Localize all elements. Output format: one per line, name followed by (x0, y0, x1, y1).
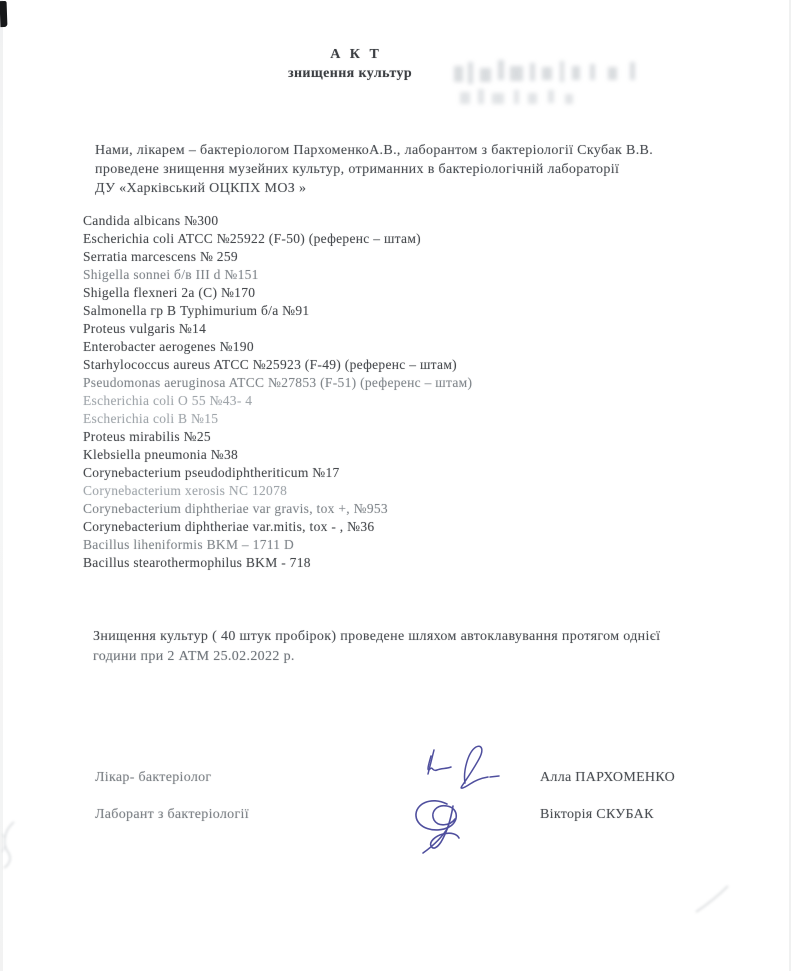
culture-item: Proteus mirabilis №25 (83, 429, 211, 444)
document-title: А К Т (330, 47, 382, 62)
culture-item: Corynebacterium xerosis NC 12078 (83, 483, 288, 498)
culture-item: Escherichia coli ATCC №25922 (F-50) (референс – штам) (83, 231, 421, 246)
culture-item: Candida albicans №300 (83, 213, 219, 228)
culture-item: Shigella sonnei б/в III d №151 (83, 267, 259, 282)
culture-item: Pseudomonas aeruginosa ATCC №27853 (F-51) (референс – штам) (83, 375, 473, 390)
intro-line-2: проведене знищення музейних культур, отриманних в бактеріологічній лабораторії (95, 162, 620, 177)
culture-list (83, 212, 472, 572)
scan-smudge-left (0, 818, 20, 870)
document-subtitle: знищення культур (287, 66, 413, 81)
culture-item: Corynebacterium pseudodiphtheriticum №17 (83, 465, 340, 480)
intro-line-1: Нами, лікарем – бактеріологом ПархоменкоА.В., лаборантом з бактеріології Скубак В.В. (95, 143, 654, 158)
culture-item: Bacillus liheniformis BKM – 1711 D (83, 537, 295, 552)
signatory-name-parkhomenko: Алла ПАРХОМЕНКО (540, 770, 676, 785)
scan-smudge-right (690, 882, 734, 916)
culture-item: Enterobacter aerogenes №190 (83, 339, 254, 354)
culture-item: Bacillus stearothermophilus BKM - 718 (83, 555, 311, 570)
scan-edge-left (0, 0, 3, 971)
intro-line-3: ДУ «Харківський ОЦКПХ МОЗ » (95, 181, 307, 196)
culture-item: Starhylococcus aureus ATCC №25923 (F-49) (референс – штам) (83, 357, 457, 372)
culture-item: Serratia marcescens № 259 (83, 249, 238, 264)
culture-item: Escherichia coli B №15 (83, 411, 219, 426)
destruction-note-line-1: Знищення культур ( 40 штук пробірок) проведене шляхом автоклавування протягом однієї (93, 629, 661, 644)
culture-item: Klebsiella pneumonia №38 (83, 447, 239, 462)
culture-item: Salmonella гр В Typhimurium б/а №91 (83, 303, 310, 318)
culture-item: Proteus vulgaris №14 (83, 321, 207, 336)
signatory-role-laborant: Лаборант з бактеріології (95, 807, 249, 822)
culture-item: Shigella flexneri 2a (C) №170 (83, 285, 256, 300)
culture-item: Corynebacterium diphtheriae var gravis, tox +, №953 (83, 501, 388, 516)
culture-item: Corynebacterium diphtheriae var.mitis, tox - , №36 (83, 519, 375, 534)
culture-item: Escherichia coli O 55 №43- 4 (83, 393, 253, 408)
signature-parkhomenko-ink (418, 739, 513, 799)
signature-skubak-ink (405, 791, 489, 855)
ghost-stamp-bleedthrough (450, 54, 655, 116)
scan-corner-mark (0, 1, 7, 27)
signatory-role-doctor: Лікар- бактеріолог (95, 770, 212, 785)
signatory-name-skubak: Вікторія СКУБАК (540, 807, 654, 822)
destruction-note-line-2: години при 2 АТМ 25.02.2022 р. (93, 649, 295, 664)
